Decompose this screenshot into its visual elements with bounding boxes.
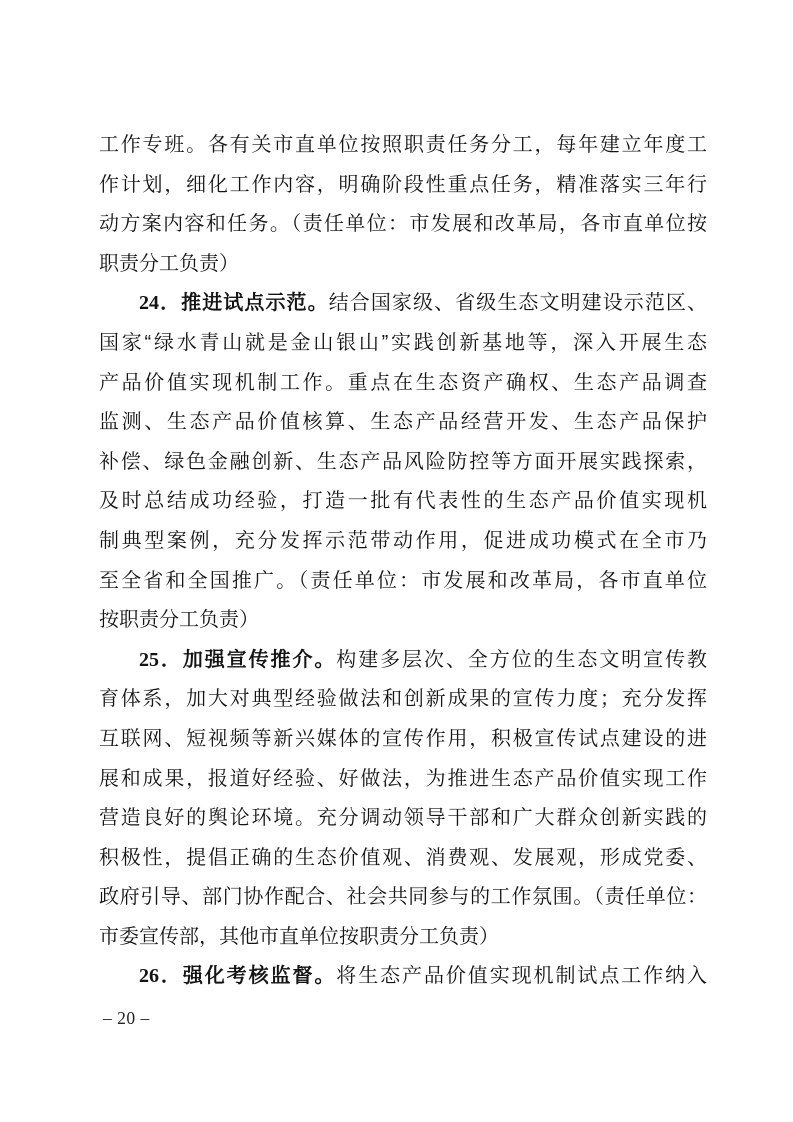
text-line: 展和成果，报道好经验、好做法，为推进生态产品价值实现工作 (99, 767, 707, 790)
text-line: 按职责分工负责） (99, 609, 259, 632)
text-line: 职责分工负责） (99, 252, 239, 275)
text-line: 制典型案例，充分发挥示范带动作用，促进成功模式在全市乃 (99, 529, 707, 552)
paragraph-26-heading: ．强化考核监督。 (159, 965, 337, 988)
text-line: 至全省和全国推广。（责任单位：市发展和改革局，各市直单位 (99, 569, 707, 592)
paragraph-26-number: 26 (139, 965, 159, 988)
text-line: 动方案内容和任务。（责任单位：市发展和改革局，各市直单位按 (99, 213, 707, 236)
text-line: 育体系，加大对典型经验做法和创新成果的宣传力度；充分发挥 (99, 688, 707, 711)
text-line: 工作专班。各有关市直单位按照职责任务分工，每年建立年度工 (99, 134, 707, 156)
paragraph-25 (99, 641, 707, 958)
text-line: 国家“绿水青山就是金山银山”实践创新基地等，深入开展生态 (99, 331, 707, 354)
page-number: – 20 – (103, 1008, 150, 1028)
paragraph-25-heading: ．加强宣传推介。 (159, 648, 337, 671)
paragraph-24-text: 结合国家级、省级生态文明建设示范区、 (328, 292, 707, 315)
text-line: 监测、生态产品价值核算、生态产品经营开发、生态产品保护 (99, 411, 707, 434)
text-line: 及时总结成功经验，打造一批有代表性的生态产品价值实现机 (99, 490, 707, 513)
text-line: 政府引导、部门协作配合、社会共同参与的工作氛围。（责任单位： (99, 886, 707, 909)
text-line (99, 284, 707, 324)
text-line: 市委宣传部，其他市直单位按职责分工负责） (99, 925, 499, 948)
paragraph-24-heading: ．推进试点示范。 (159, 292, 329, 315)
paragraph-26 (99, 957, 707, 997)
paragraph-26-text: 将生态产品价值实现机制试点工作纳入 (336, 965, 707, 988)
document-body (99, 126, 707, 997)
text-line (99, 641, 707, 681)
paragraph-24 (99, 284, 707, 640)
paragraph-25-number: 25 (139, 648, 159, 671)
text-line: 互联网、短视频等新兴媒体的宣传作用，积极宣传试点建设的进 (99, 727, 707, 750)
paragraph-24-number: 24 (139, 292, 159, 315)
text-line: 积极性，提倡正确的生态价值观、消费观、发展观，形成党委、 (99, 846, 707, 869)
text-line: 产品价值实现机制工作。重点在生态资产确权、生态产品调查 (99, 371, 707, 394)
text-line: 补偿、绿色金融创新、生态产品风险防控等方面开展实践探索， (99, 450, 707, 473)
text-line: 营造良好的舆论环境。充分调动领导干部和广大群众创新实践的 (99, 807, 707, 830)
paragraph-continuation (99, 126, 707, 284)
text-line (99, 957, 707, 997)
paragraph-25-text: 构建多层次、全方位的生态文明宣传教 (336, 648, 707, 671)
text-line: 作计划，细化工作内容，明确阶段性重点任务，精准落实三年行 (99, 173, 707, 196)
